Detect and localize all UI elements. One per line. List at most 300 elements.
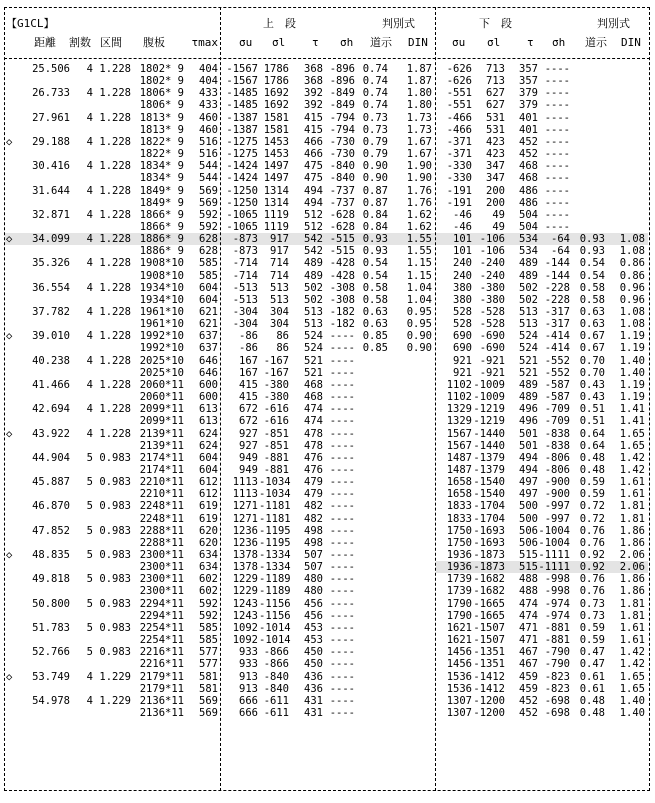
lower-doji-cell: 0.73 [579, 598, 605, 610]
lower-sigma-u-cell: 528 [453, 318, 472, 330]
web-cell: 1866* 9 [139, 209, 184, 221]
upper-tau-cell: 482 [304, 500, 323, 512]
upper-tau-cell: 542 [304, 233, 323, 245]
lower-doji-cell: 0.48 [579, 707, 605, 719]
lower-din-cell: 0.96 [619, 294, 645, 306]
upper-sigma-h-cell: -628 [329, 209, 355, 221]
web-cell: 1961*10 [139, 318, 184, 330]
lower-tau-cell: 452 [519, 695, 538, 707]
section-cell: 1.228 [99, 185, 131, 197]
lower-tau-cell: 502 [519, 282, 538, 294]
lower-doji-cell: 0.54 [579, 270, 605, 282]
lower-sigma-h-cell: -974 [544, 598, 570, 610]
lower-sigma-h-cell: -698 [544, 707, 570, 719]
lower-sigma-l-cell: -528 [479, 306, 505, 318]
distance-cell: 52.766 [32, 646, 70, 658]
lower-sigma-u-cell: 1936 [446, 561, 472, 573]
lower-din-cell: 2.06 [619, 549, 645, 561]
section-cell: 1.229 [99, 671, 131, 683]
upper-sigma-h-cell: -515 [329, 233, 355, 245]
upper-din-cell: 1.55 [406, 233, 432, 245]
upper-sigma-l-cell: -1334 [259, 561, 291, 573]
divisions-cell: 4 [86, 257, 93, 269]
upper-sigma-u-cell: -1424 [226, 172, 258, 184]
upper-tau-cell: 436 [304, 683, 323, 695]
upper-tau-cell: 542 [304, 245, 323, 257]
lower-din-cell: 1.40 [619, 355, 645, 367]
upper-sigma-l-cell: 1119 [263, 209, 289, 221]
upper-doji-cell: 0.58 [362, 282, 388, 294]
upper-sigma-l-cell: -1195 [259, 537, 291, 549]
upper-tau-cell: 466 [304, 148, 323, 160]
web-cell: 2294*11 [139, 610, 184, 622]
lower-sigma-h-cell: ---- [544, 99, 570, 111]
tau-max-cell: 585 [199, 257, 218, 269]
lower-sigma-u-cell: 1329 [446, 403, 472, 415]
upper-sigma-h-cell: ---- [329, 658, 355, 670]
lower-sigma-u-cell: 1102 [446, 379, 472, 391]
upper-sigma-h-cell: ---- [329, 379, 355, 391]
tau-max-cell: 600 [199, 391, 218, 403]
tau-max-cell: 604 [199, 452, 218, 464]
upper-tau-cell: 476 [304, 464, 323, 476]
lower-doji-cell: 0.76 [579, 573, 605, 585]
upper-tau-cell: 498 [304, 537, 323, 549]
lower-doji-cell: 0.47 [579, 646, 605, 658]
distance-cell: 25.506 [32, 63, 70, 75]
section-cell: 0.983 [99, 573, 131, 585]
lower-tau-cell: 452 [519, 148, 538, 160]
lower-din-cell: 1.86 [619, 537, 645, 549]
upper-sigma-l-cell: 86 [276, 342, 289, 354]
upper-sigma-l-cell: -1181 [259, 513, 291, 525]
tau-max-cell: 581 [199, 683, 218, 695]
web-cell: 1834* 9 [139, 172, 184, 184]
upper-din-cell: 1.73 [406, 124, 432, 136]
lower-sigma-h-cell: -64 [551, 245, 570, 257]
col-upper-sigma-u: σu [239, 36, 253, 49]
web-cell: 1992*10 [139, 330, 184, 342]
lower-sigma-l-cell: -1682 [473, 585, 505, 597]
lower-sigma-u-cell: -626 [446, 63, 472, 75]
divisions-cell: 5 [86, 573, 93, 585]
lower-sigma-h-cell: -998 [544, 585, 570, 597]
lower-sigma-u-cell: -191 [446, 185, 472, 197]
section-cell: 1.229 [99, 695, 131, 707]
lower-sigma-u-cell: 1567 [446, 428, 472, 440]
col-upper-sigma-l: σl [272, 36, 286, 49]
upper-sigma-h-cell: -308 [329, 294, 355, 306]
upper-din-cell: 0.95 [406, 318, 432, 330]
web-cell: 2174*11 [139, 464, 184, 476]
lower-sigma-u-cell: 1456 [446, 646, 472, 658]
lower-sigma-u-cell: 101 [453, 245, 472, 257]
top-rule [4, 7, 650, 8]
tau-max-cell: 592 [199, 598, 218, 610]
lower-sigma-h-cell: -1111 [538, 549, 570, 561]
lower-sigma-h-cell: ---- [544, 185, 570, 197]
upper-sigma-u-cell: 949 [239, 452, 258, 464]
lower-din-cell: 1.81 [619, 598, 645, 610]
lower-sigma-l-cell: -106 [479, 233, 505, 245]
lower-din-cell: 1.81 [619, 610, 645, 622]
lower-tau-cell: 357 [519, 63, 538, 75]
lower-sigma-l-cell: 713 [486, 63, 505, 75]
lower-sigma-l-cell: 49 [492, 209, 505, 221]
lower-tau-cell: 524 [519, 342, 538, 354]
upper-sigma-h-cell: -794 [329, 112, 355, 124]
tau-max-cell: 592 [199, 221, 218, 233]
distance-cell: 40.238 [32, 355, 70, 367]
lower-tau-cell: 468 [519, 160, 538, 172]
upper-sigma-u-cell: 1092 [232, 634, 258, 646]
lower-doji-cell: 0.67 [579, 342, 605, 354]
upper-sigma-h-cell: -840 [329, 160, 355, 172]
upper-sigma-l-cell: -1156 [259, 598, 291, 610]
section-cell: 1.228 [99, 428, 131, 440]
lower-sigma-u-cell: 380 [453, 294, 472, 306]
web-cell: 1934*10 [139, 294, 184, 306]
lower-tau-cell: 497 [519, 476, 538, 488]
lower-sigma-h-cell: -790 [544, 646, 570, 658]
distance-cell: 37.782 [32, 306, 70, 318]
upper-tau-cell: 507 [304, 561, 323, 573]
lower-sigma-u-cell: -330 [446, 160, 472, 172]
upper-sigma-l-cell: -611 [263, 707, 289, 719]
tau-max-cell: 516 [199, 136, 218, 148]
upper-sigma-u-cell: -714 [232, 270, 258, 282]
upper-sigma-u-cell: -1387 [226, 112, 258, 124]
upper-sigma-h-cell: -849 [329, 87, 355, 99]
upper-sigma-h-cell: ---- [329, 428, 355, 440]
upper-tau-cell: 468 [304, 379, 323, 391]
upper-sigma-h-cell: -515 [329, 245, 355, 257]
col-lower-sigma-l: σl [487, 36, 501, 49]
web-cell: 2136*11 [139, 695, 184, 707]
tau-max-cell: 433 [199, 99, 218, 111]
lower-sigma-u-cell: 1658 [446, 476, 472, 488]
tau-max-cell: 592 [199, 209, 218, 221]
section-cell: 0.983 [99, 598, 131, 610]
lower-sigma-l-cell: -528 [479, 318, 505, 330]
distance-cell: 32.871 [32, 209, 70, 221]
upper-tau-cell: 478 [304, 428, 323, 440]
tau-max-cell: 624 [199, 440, 218, 452]
tau-max-cell: 637 [199, 342, 218, 354]
lower-sigma-h-cell: ---- [544, 112, 570, 124]
section-cell: 0.983 [99, 549, 131, 561]
upper-sigma-u-cell: 1378 [232, 549, 258, 561]
web-cell: 1849* 9 [139, 185, 184, 197]
distance-cell: 27.961 [32, 112, 70, 124]
upper-tau-cell: 476 [304, 452, 323, 464]
lower-sigma-u-cell: 240 [453, 257, 472, 269]
web-cell: 1802* 9 [139, 63, 184, 75]
tau-max-cell: 621 [199, 318, 218, 330]
divisions-cell: 5 [86, 646, 93, 658]
upper-doji-cell: 0.74 [362, 75, 388, 87]
diamond-marker-icon: ◇ [6, 330, 13, 342]
section-cell: 1.228 [99, 306, 131, 318]
distance-cell: 36.554 [32, 282, 70, 294]
lower-sigma-u-cell: -330 [446, 172, 472, 184]
upper-sigma-u-cell: 666 [239, 695, 258, 707]
upper-din-cell: 1.87 [406, 75, 432, 87]
lower-doji-cell: 0.64 [579, 440, 605, 452]
lower-sigma-l-cell: -1219 [473, 403, 505, 415]
upper-sigma-l-cell: -1195 [259, 525, 291, 537]
lower-din-cell: 0.96 [619, 282, 645, 294]
distance-cell: 48.835 [32, 549, 70, 561]
web-cell: 1934*10 [139, 282, 184, 294]
lower-din-cell: 1.19 [619, 379, 645, 391]
web-cell: 1866* 9 [139, 221, 184, 233]
upper-sigma-h-cell: ---- [329, 342, 355, 354]
lower-tau-cell: 452 [519, 707, 538, 719]
web-cell: 2288*11 [139, 525, 184, 537]
section-cell: 0.983 [99, 646, 131, 658]
upper-sigma-u-cell: -714 [232, 257, 258, 269]
lower-sigma-l-cell: -1009 [473, 391, 505, 403]
divisions-cell: 4 [86, 671, 93, 683]
lower-sigma-u-cell: -46 [453, 221, 472, 233]
lower-sigma-u-cell: 921 [453, 367, 472, 379]
upper-sigma-h-cell: ---- [329, 646, 355, 658]
section-cell: 0.983 [99, 452, 131, 464]
upper-sigma-h-cell: ---- [329, 585, 355, 597]
upper-sigma-u-cell: 167 [239, 367, 258, 379]
upper-din-cell: 0.90 [406, 342, 432, 354]
tau-max-cell: 569 [199, 707, 218, 719]
lower-doji-cell: 0.48 [579, 464, 605, 476]
upper-sigma-u-cell: -1250 [226, 185, 258, 197]
lower-sigma-h-cell: ---- [544, 124, 570, 136]
lower-sigma-h-cell: -806 [544, 464, 570, 476]
lower-sigma-l-cell: -1412 [473, 671, 505, 683]
lower-sigma-u-cell: -371 [446, 136, 472, 148]
upper-sigma-h-cell: -794 [329, 124, 355, 136]
divisions-cell: 5 [86, 549, 93, 561]
upper-doji-cell: 0.73 [362, 112, 388, 124]
lower-tau-cell: 401 [519, 112, 538, 124]
lower-doji-cell: 0.92 [579, 561, 605, 573]
upper-sigma-l-cell: -1014 [259, 634, 291, 646]
upper-sigma-h-cell: -308 [329, 282, 355, 294]
upper-doji-cell: 0.85 [362, 342, 388, 354]
lower-sigma-u-cell: -466 [446, 124, 472, 136]
lower-sigma-u-cell: 1487 [446, 464, 472, 476]
col-lower-sigma-h: σh [552, 36, 566, 49]
distance-cell: 31.644 [32, 185, 70, 197]
lower-doji-cell: 0.70 [579, 367, 605, 379]
lower-tau-cell: 500 [519, 500, 538, 512]
lower-sigma-u-cell: 1750 [446, 525, 472, 537]
lower-sigma-l-cell: 347 [486, 172, 505, 184]
lower-din-cell: 1.19 [619, 342, 645, 354]
lower-din-cell: 1.08 [619, 306, 645, 318]
upper-sigma-u-cell: 1229 [232, 585, 258, 597]
lower-sigma-l-cell: 531 [486, 112, 505, 124]
web-cell: 1806* 9 [139, 99, 184, 111]
lower-sigma-l-cell: -380 [479, 294, 505, 306]
tau-max-cell: 604 [199, 464, 218, 476]
divisions-cell: 4 [86, 403, 93, 415]
upper-judge-label: 判別式 [382, 17, 415, 30]
lower-din-cell: 0.86 [619, 270, 645, 282]
lower-sigma-h-cell: ---- [544, 136, 570, 148]
upper-sigma-l-cell: -866 [263, 646, 289, 658]
upper-sigma-h-cell: ---- [329, 707, 355, 719]
upper-sigma-l-cell: -167 [263, 355, 289, 367]
section-cell: 1.228 [99, 112, 131, 124]
upper-tau-cell: 521 [304, 355, 323, 367]
lower-sigma-h-cell: -838 [544, 440, 570, 452]
upper-sigma-h-cell: -428 [329, 270, 355, 282]
lower-sigma-l-cell: -1682 [473, 573, 505, 585]
tau-max-cell: 620 [199, 525, 218, 537]
divisions-cell: 5 [86, 500, 93, 512]
lower-sigma-l-cell: -1873 [473, 561, 505, 573]
tau-max-cell: 544 [199, 172, 218, 184]
lower-sigma-h-cell: -317 [544, 318, 570, 330]
tau-max-cell: 634 [199, 549, 218, 561]
upper-din-cell: 1.15 [406, 257, 432, 269]
upper-sigma-h-cell: ---- [329, 513, 355, 525]
tau-max-cell: 602 [199, 585, 218, 597]
lower-tau-cell: 452 [519, 136, 538, 148]
lower-sigma-u-cell: 1329 [446, 415, 472, 427]
lower-sigma-l-cell: -1009 [473, 379, 505, 391]
section-cell: 1.228 [99, 282, 131, 294]
lower-din-cell: 1.08 [619, 245, 645, 257]
web-cell: 1886* 9 [139, 233, 184, 245]
tau-max-cell: 516 [199, 148, 218, 160]
divisions-cell: 4 [86, 379, 93, 391]
lower-sigma-u-cell: 1790 [446, 610, 472, 622]
upper-sigma-l-cell: 1692 [263, 99, 289, 111]
lower-sigma-u-cell: 380 [453, 282, 472, 294]
lower-din-cell: 1.86 [619, 585, 645, 597]
divisions-cell: 4 [86, 282, 93, 294]
upper-sigma-l-cell: -851 [263, 428, 289, 440]
divisions-cell: 4 [86, 160, 93, 172]
header-rule [4, 58, 650, 59]
lower-din-cell: 1.08 [619, 233, 645, 245]
lower-sigma-u-cell: 1833 [446, 513, 472, 525]
lower-doji-cell: 0.93 [579, 245, 605, 257]
lower-sigma-h-cell: -900 [544, 476, 570, 488]
upper-tau-cell: 368 [304, 63, 323, 75]
web-cell: 2294*11 [139, 598, 184, 610]
lower-sigma-u-cell: 921 [453, 355, 472, 367]
tau-max-cell: 569 [199, 695, 218, 707]
upper-sigma-h-cell: -849 [329, 99, 355, 111]
upper-sigma-l-cell: 917 [270, 233, 289, 245]
web-cell: 1961*10 [139, 306, 184, 318]
upper-sigma-u-cell: -1250 [226, 197, 258, 209]
upper-din-cell: 1.67 [406, 148, 432, 160]
lower-doji-cell: 0.73 [579, 610, 605, 622]
lower-tau-cell: 488 [519, 573, 538, 585]
upper-sigma-h-cell: ---- [329, 330, 355, 342]
lower-sigma-h-cell: -587 [544, 379, 570, 391]
tau-max-cell: 460 [199, 124, 218, 136]
lower-tau-cell: 379 [519, 99, 538, 111]
col-web: 腹板 [143, 36, 165, 49]
upper-din-cell: 1.80 [406, 87, 432, 99]
lower-sigma-u-cell: 1307 [446, 695, 472, 707]
upper-din-cell: 1.04 [406, 282, 432, 294]
lower-doji-cell: 0.63 [579, 318, 605, 330]
web-cell: 2216*11 [139, 646, 184, 658]
lower-sigma-u-cell: -466 [446, 112, 472, 124]
upper-sigma-l-cell: -840 [263, 683, 289, 695]
upper-din-cell: 0.95 [406, 306, 432, 318]
upper-sigma-u-cell: -513 [232, 294, 258, 306]
lower-din-cell: 1.81 [619, 500, 645, 512]
upper-sigma-l-cell: 917 [270, 245, 289, 257]
upper-sigma-l-cell: 1786 [263, 75, 289, 87]
lower-tau-cell: 471 [519, 634, 538, 646]
upper-sigma-l-cell: -1189 [259, 585, 291, 597]
lower-doji-cell: 0.72 [579, 513, 605, 525]
tau-max-cell: 646 [199, 367, 218, 379]
lower-sigma-l-cell: -1219 [473, 415, 505, 427]
lower-tau-cell: 504 [519, 221, 538, 233]
upper-sigma-l-cell: 714 [270, 270, 289, 282]
upper-sigma-l-cell: 304 [270, 318, 289, 330]
lower-din-cell: 1.40 [619, 707, 645, 719]
upper-tau-cell: 436 [304, 671, 323, 683]
divisions-cell: 4 [86, 112, 93, 124]
tau-max-cell: 544 [199, 160, 218, 172]
upper-sigma-u-cell: 415 [239, 379, 258, 391]
upper-sigma-h-cell: -896 [329, 75, 355, 87]
upper-sigma-u-cell: -1387 [226, 124, 258, 136]
col-upper-doji: 道示 [370, 36, 392, 49]
distance-cell: 42.694 [32, 403, 70, 415]
lower-tau-cell: 459 [519, 683, 538, 695]
upper-tau-cell: 482 [304, 513, 323, 525]
lower-doji-cell: 0.63 [579, 306, 605, 318]
lower-sigma-h-cell: -709 [544, 403, 570, 415]
divisions-cell: 5 [86, 622, 93, 634]
web-cell: 1813* 9 [139, 124, 184, 136]
web-cell: 2300*11 [139, 549, 184, 561]
diamond-marker-icon: ◇ [6, 549, 13, 561]
lower-doji-cell: 0.92 [579, 549, 605, 561]
lower-sigma-h-cell: -709 [544, 415, 570, 427]
upper-doji-cell: 0.90 [362, 172, 388, 184]
lower-sigma-l-cell: -1200 [473, 707, 505, 719]
upper-din-cell: 1.90 [406, 172, 432, 184]
upper-tau-cell: 453 [304, 634, 323, 646]
lower-doji-cell: 0.58 [579, 294, 605, 306]
upper-sigma-u-cell: 1271 [232, 513, 258, 525]
upper-sigma-u-cell: -1275 [226, 136, 258, 148]
lower-tau-cell: 468 [519, 172, 538, 184]
web-cell: 1908*10 [139, 257, 184, 269]
web-cell: 2099*11 [139, 415, 184, 427]
lower-tau-cell: 489 [519, 391, 538, 403]
upper-sigma-h-cell: ---- [329, 561, 355, 573]
web-cell: 2300*11 [139, 573, 184, 585]
upper-din-cell: 1.04 [406, 294, 432, 306]
upper-sigma-u-cell: 913 [239, 671, 258, 683]
lower-tau-cell: 471 [519, 622, 538, 634]
divisions-cell: 5 [86, 476, 93, 488]
lower-sigma-u-cell: -46 [453, 209, 472, 221]
